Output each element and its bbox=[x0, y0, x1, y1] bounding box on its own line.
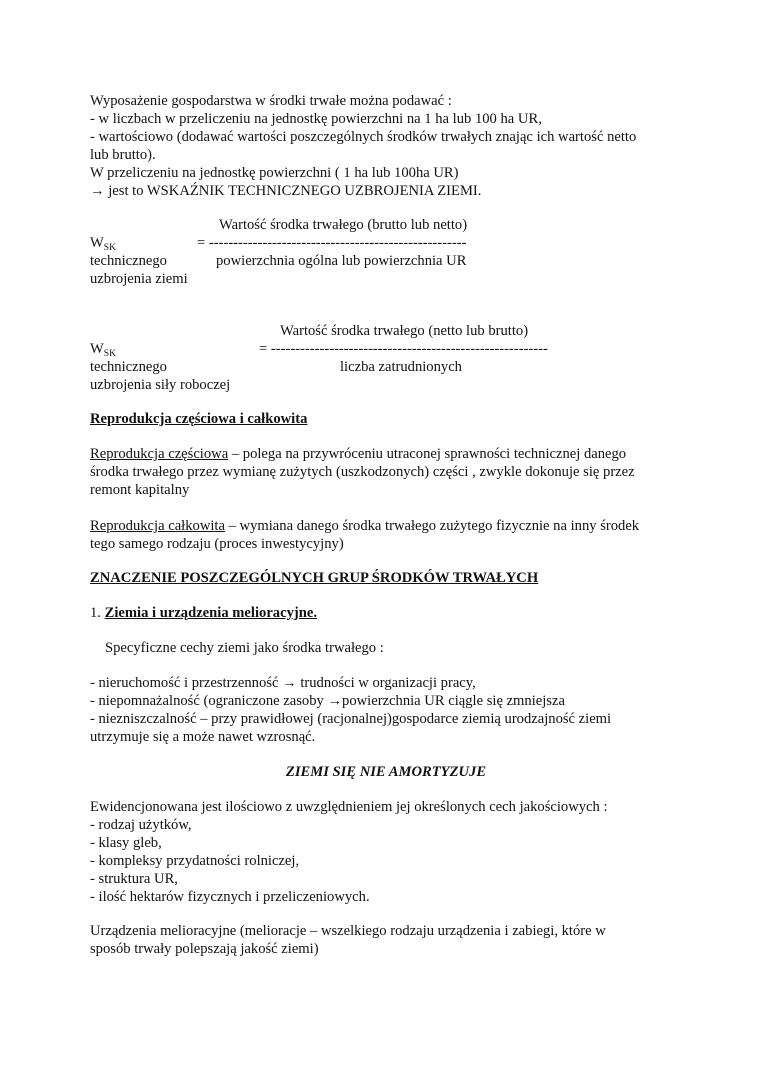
records-intro: Ewidencjonowana jest ilościowo z uwzględnieniem jej określonych cech jakościowych : bbox=[90, 799, 608, 815]
partial-reproduction-line-3: remont kapitalny bbox=[90, 482, 190, 498]
partial-reproduction-line-1: Reprodukcja częściowa – polega na przywróceniu utraconej sprawności technicznej danego bbox=[90, 446, 627, 462]
melioration-line-1: Urządzenia melioracyjne (melioracje – wszelkiego rodzaju urządzenia i zabiegi, które w bbox=[90, 923, 606, 939]
feature-1: - nieruchomość i przestrzenność → trudności w organizacji pracy, bbox=[90, 675, 476, 691]
intro-line-2: - w liczbach w przeliczeniu na jednostkę powierzchni na 1 ha lub 100 ha UR, bbox=[90, 111, 542, 127]
feature-2: - niepomnażalność (ograniczone zasoby →powierzchnia UR ciągle się zmniejsza bbox=[90, 693, 565, 709]
intro-line-6: → jest to WSKAŹNIK TECHNICZNEGO UZBROJENIA ZIEMI. bbox=[90, 183, 482, 199]
records-item-2: - klasy gleb, bbox=[90, 835, 162, 851]
formula2-label-2: uzbrojenia siły roboczej bbox=[90, 377, 231, 393]
item-1-title: Ziemia i urządzenia melioracyjne. bbox=[104, 605, 317, 621]
formula2-fraction-line: = --------------------------------------------------------- bbox=[259, 341, 548, 357]
item-1-heading: 1. Ziemia i urządzenia melioracyjne. bbox=[90, 605, 317, 621]
formula1-fraction-line: = ----------------------------------------------------- bbox=[197, 235, 467, 251]
features-intro: Specyficzne cechy ziemi jako środka trwałego : bbox=[105, 640, 384, 656]
formula1-label-1: technicznego bbox=[90, 253, 167, 269]
melioration-line-2: sposób trwały polepszają jakość ziemi) bbox=[90, 941, 319, 957]
records-item-1: - rodzaj użytków, bbox=[90, 817, 192, 833]
formula2-numerator: Wartość środka trwałego (netto lub brutto) bbox=[280, 323, 529, 339]
intro-line-1: Wyposażenie gospodarstwa w środki trwałe można podawać : bbox=[90, 93, 452, 109]
formula2-symbol: $W_{SK}$ bbox=[90, 341, 116, 359]
formula1-label-2: uzbrojenia ziemi bbox=[90, 271, 188, 287]
records-item-5: - ilość hektarów fizycznych i przeliczeniowych. bbox=[90, 889, 370, 905]
partial-reproduction-term: Reprodukcja częściowa bbox=[90, 446, 229, 462]
intro-line-3: - wartościowo (dodawać wartości poszczególnych środków trwałych znając ich wartość netto bbox=[90, 129, 637, 145]
formula1-numerator: Wartość środka trwałego (brutto lub netto) bbox=[219, 217, 468, 233]
intro-line-5: W przeliczeniu na jednostkę powierzchni ( 1 ha lub 100ha UR) bbox=[90, 165, 459, 181]
formula1-denominator: powierzchnia ogólna lub powierzchnia UR bbox=[216, 253, 467, 269]
feature-3: - niezniszczalność – przy prawidłowej (racjonalnej)gospodarce ziemią urodzajność ziemi bbox=[90, 711, 612, 727]
intro-line-4: lub brutto). bbox=[90, 147, 156, 163]
full-reproduction-line-1: Reprodukcja całkowita – wymiana danego środka trwałego zużytego fizycznie na inny środek bbox=[90, 518, 640, 534]
formula2-label-1: technicznego bbox=[90, 359, 167, 375]
feature-4: utrzymuje się a może nawet wzrosnąć. bbox=[90, 729, 316, 745]
reproduction-heading: Reprodukcja częściowa i całkowita bbox=[90, 411, 308, 427]
formula1-symbol: $W_{SK}$ bbox=[90, 235, 116, 253]
records-item-4: - struktura UR, bbox=[90, 871, 178, 887]
formula2-denominator: liczba zatrudnionych bbox=[340, 359, 462, 375]
full-reproduction-term: Reprodukcja całkowita bbox=[90, 518, 225, 534]
records-item-3: - kompleksy przydatności rolniczej, bbox=[90, 853, 300, 869]
partial-reproduction-line-2: środka trwałego przez wymianę zużytych (uszkodzonych) części , zwykle dokonuje się przez bbox=[90, 464, 635, 480]
no-amortization-heading: ZIEMI SIĘ NIE AMORTYZUJE bbox=[285, 764, 487, 780]
full-reproduction-line-2: tego samego rodzaju (proces inwestycyjny) bbox=[90, 536, 344, 552]
significance-heading: ZNACZENIE POSZCZEGÓLNYCH GRUP ŚRODKÓW TRWAŁYCH bbox=[90, 570, 539, 586]
